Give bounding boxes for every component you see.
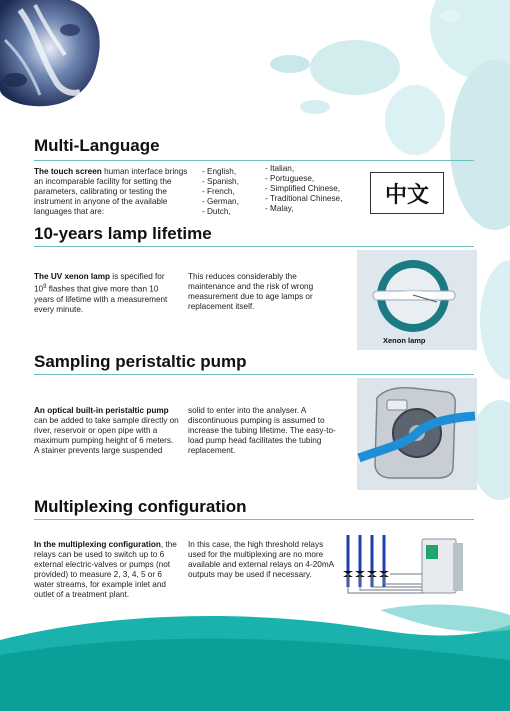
background-bubble [385, 85, 445, 155]
background-bubble [480, 260, 510, 380]
multilanguage-lead: The touch screen [34, 167, 102, 176]
pump-description [34, 406, 179, 456]
xenon-lamp-caption: Xenon lamp [383, 336, 426, 345]
languages-list-col2 [265, 164, 342, 214]
background-bubble [300, 100, 330, 114]
languages-list-col1 [202, 167, 239, 217]
lamp-exponent: 9 [43, 284, 47, 290]
section-title-multiplex: Multiplexing configuration [34, 497, 247, 516]
language-item: - Dutch, [202, 207, 231, 216]
waterfall-photo [0, 0, 110, 110]
background-bubble [450, 60, 510, 230]
section-divider [34, 374, 474, 375]
lamp-body-post: flashes that give more than 10 years of lifetime with a measurement every minute. [34, 284, 168, 314]
background-bubble [270, 55, 310, 73]
language-item: - Spanish, [202, 177, 239, 186]
section-title-multilanguage: Multi-Language [34, 136, 160, 155]
language-item: - Simplified Chinese, [265, 184, 341, 193]
xenon-lamp-photo [357, 250, 477, 350]
multiplex-body: , the relays can be used to switch up to 6 external electric-valves or pumps (not provided) to measure 2, 3, 4, 5 or 6 water streams, for example inlet and outlet of a treatment plant. [34, 540, 177, 599]
multiplexing-diagram [340, 527, 475, 607]
multilanguage-description [34, 167, 194, 217]
language-item: - Italian, [265, 164, 295, 173]
language-item: - German, [202, 197, 239, 206]
language-item: - Portuguese, [265, 174, 315, 183]
multiplex-description [34, 540, 179, 600]
lamp-body-pre: is specified for 10 [34, 272, 165, 294]
language-item: - Malay, [265, 204, 294, 213]
section-divider [34, 246, 474, 247]
section-divider [34, 519, 474, 520]
lamp-description-right: This reduces considerably the maintenance and the risk of wrong measurement due to age lamps or replacement itself. [188, 272, 314, 311]
language-item: - English, [202, 167, 237, 176]
background-bubble [310, 40, 400, 95]
bottom-wave-decoration [0, 600, 510, 711]
section-title-pump: Sampling peristaltic pump [34, 352, 247, 371]
lamp-lead: The UV xenon lamp [34, 272, 110, 281]
pump-description-right: solid to enter into the analyser. A discontinuous pumping is assumed to increase the tubing lifetime. The easy-to-load pump head facilitates the tubing replacement. [188, 406, 336, 455]
peristaltic-pump-photo [357, 378, 477, 490]
section-divider [34, 160, 474, 161]
multiplex-description-right: In this case, the high threshold relays used for the multiplexing are no more available and external relays on 4-20mA outputs may be used if necessary. [188, 540, 334, 579]
pump-body: can be added to take sample directly on river, reservoir or open pipe with a maximum pumping height of 6 meters. A stainer prevents large suspended [34, 416, 179, 455]
language-item: - Traditional Chinese, [265, 194, 343, 203]
language-item: - French, [202, 187, 235, 196]
lamp-description [34, 272, 179, 315]
section-title-lamp: 10-years lamp lifetime [34, 224, 212, 243]
pump-lead: An optical built-in peristaltic pump [34, 406, 169, 415]
multiplex-lead: In the multiplexing configuration [34, 540, 161, 549]
background-bubble [440, 10, 460, 22]
chinese-language-badge: 中文 [370, 172, 444, 214]
multilanguage-body: human interface brings an incomparable facility for setting the parameters, calibrating or testing the instrument in anyone of the available languages that are: [34, 167, 188, 216]
